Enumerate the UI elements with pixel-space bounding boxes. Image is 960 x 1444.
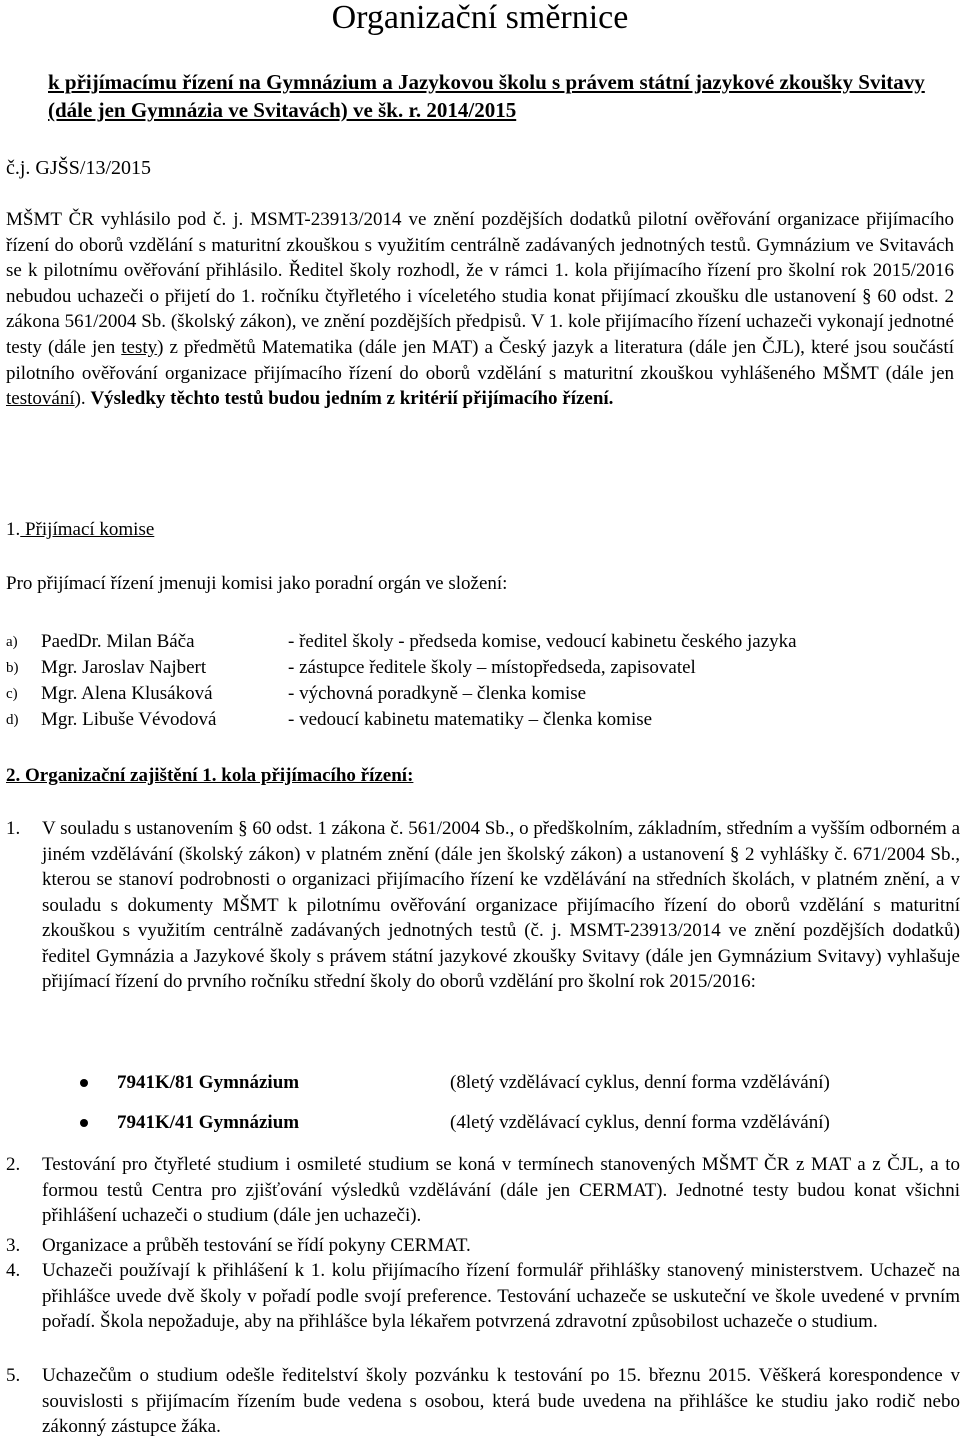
intro-testy-term: testy <box>121 336 158 358</box>
item-text: V souladu s ustanovením § 60 odst. 1 zákona č. 561/2004 Sb., o předškolním, základním, středním a vyšším odborném a jiném vzdělávání (školský zákon) v platném znění (dále jen školský zákon) a ustanovení § 2 vyhlášky č. 671/2004 Sb., kterou se stanoví podrobnosti o organizaci přijímacího řízení ke vzdělávání na středních školách, v platném znění, a v souladu s dokumenty MŠMT k pilotnímu ověřování organizace přijímacího řízení do oborů vzdělání s maturitní zkouškou s využitím centrálně zadávaných jednotných testů (č. j. MSMT-23913/2014 ve znění pozdějších dodatků) ředitel Gymnázia a Jazykové školy s právem státní jazykové zkoušky Svitavy (dále jen Gymnázium Svitavy) vyhlašuje přijímací řízení do prvního ročníku střední školy do oborů vzdělání pro školní rok 2015/2016: <box>42 818 960 992</box>
member-name: PaedDr. Milan Báča <box>41 631 195 652</box>
page-title: Organizační směrnice <box>331 0 629 36</box>
committee-member <box>6 707 954 733</box>
item-text: Organizace a průběh testování se řídí pokyny CERMAT. <box>42 1235 471 1256</box>
section1-heading <box>6 518 154 542</box>
intro-text-2: ) z předmětů Matematika (dále jen MAT) a Český jazyk a literatura (dále jen ČJL), které jsou součástí pilotního ověřování organizace přijímacího řízení do oborů vzdělání s maturitní zkouškou vyhlášeného MŠMT (dále jen <box>6 336 954 384</box>
member-name: Mgr. Alena Klusáková <box>41 683 213 704</box>
list-item <box>6 1233 954 1259</box>
member-role: - vedoucí kabinetu matematiky – členka komise <box>288 709 653 730</box>
program-description: (4letý vzdělávací cyklus, denní forma vzdělávání) <box>450 1112 830 1133</box>
intro-text-1: MŠMT ČR vyhlásilo pod č. j. MSMT-23913/2014 ve znění pozdějších dodatků pilotní ověřování organizace přijímacího řízení do oborů vzdělání s maturitní zkouškou s využitím centrálně zadávaných jednotných testů. Gymnázium ve Svitavách se k pilotnímu ověřování přihlásilo. Ředitel školy rozhodl, že v rámci 1. kola přijímacího řízení pro školní rok 2015/2016 nebudou uchazeči o přijetí do 1. ročníku čtyřletého i víceletého studia konat přijímací zkoušku dle ustanovení § 60 odst. 2 zákona 561/2004 Sb. (školský zákon), ve znění pozdějších předpisů. V 1. kole přijímacího řízení uchazeči vykonají jednotné testy (dále jen <box>6 209 954 358</box>
program-code: 7941K/81 Gymnázium <box>117 1072 300 1093</box>
program-bullet <box>80 1109 950 1137</box>
member-letter: b) <box>6 660 19 676</box>
list-item <box>6 1363 960 1441</box>
intro-text-3: ). <box>74 388 91 410</box>
member-letter: a) <box>6 634 18 650</box>
item-number: 5. <box>6 1365 21 1386</box>
committee-member <box>6 681 954 707</box>
program-bullet <box>80 1069 950 1097</box>
intro-bold-statement: Výsledky těchto testů budou jedním z kritérií přijímacího řízení. <box>90 388 614 410</box>
item-text: Uchazečům o studium odešle ředitelství školy pozvánku k testování po 15. březnu 2015. Věškerá korespondence v souvislosti s přijímacím řízením bude vedena s osobou, která bude uvedena na přihlášce ke studiu jako rodič nebo zákonný zástupce žáka. <box>42 1365 960 1437</box>
document-subtitle: k přijímacímu řízení na Gymnázium a Jazykovou školu s právem státní jazykové zkoušky Svitavy (dále jen Gymnázia ve Svitavách) ve šk. r. 2014/2015 <box>48 70 925 122</box>
member-letter: d) <box>6 712 19 728</box>
item-number: 4. <box>6 1260 21 1281</box>
bullet-icon <box>80 1119 88 1127</box>
list-item <box>6 1258 960 1362</box>
member-name: Mgr. Libuše Vévodová <box>41 709 217 730</box>
committee-member <box>6 655 954 681</box>
committee-member <box>6 629 954 655</box>
intro-paragraph <box>6 207 954 412</box>
intro-testovani-term: testování <box>6 388 75 410</box>
list-item <box>6 816 960 1056</box>
reference-number: č.j. GJŠS/13/2015 <box>6 157 152 179</box>
member-role: - výchovná poradkyně – členka komise <box>288 683 587 704</box>
bullet-icon <box>80 1079 88 1087</box>
member-letter: c) <box>6 686 18 702</box>
section1-title: Přijímací komise <box>20 519 155 540</box>
item-number: 2. <box>6 1154 21 1175</box>
program-code: 7941K/41 Gymnázium <box>117 1112 300 1133</box>
item-number: 3. <box>6 1235 21 1256</box>
section2-heading: 2. Organizační zajištění 1. kola přijímacího řízení: <box>6 765 414 786</box>
committee-lead: Pro přijímací řízení jmenuji komisi jako poradní orgán ve složení: <box>6 573 508 594</box>
member-role: - ředitel školy - předseda komise, vedoucí kabinetu českého jazyka <box>288 631 797 652</box>
section1-number: 1. <box>6 519 21 540</box>
item-text: Uchazeči používají k přihlášení k 1. kolu přijímacího řízení formulář přihlášky stanovený ministerstvem. Uchazeč na přihlášce uvede dvě školy v pořadí podle svojí preference. Testování uchazeče se uskuteční ve škole uvedené v prvním pořadí. Škola nepožaduje, aby na přihlášce byla lékařem potvrzená zdravotní způsobilost uchazeče o studium. <box>42 1260 960 1332</box>
member-role: - zástupce ředitele školy – místopředseda, zapisovatel <box>288 657 696 678</box>
item-text: Testování pro čtyřleté studium i osmileté studium se koná v termínech stanovených MŠMT ČR z MAT a z ČJL, a to formou testů Centra pro zjišťování výsledků vzdělávání (dále jen CERMAT). Jednotné testy budou konat všichni přihlášení uchazeči o studium (dále jen uchazeči). <box>42 1154 960 1226</box>
program-description: (8letý vzdělávací cyklus, denní forma vzdělávání) <box>450 1072 830 1093</box>
list-item <box>6 1152 960 1232</box>
item-number: 1. <box>6 818 21 839</box>
member-name: Mgr. Jaroslav Najbert <box>41 657 207 678</box>
